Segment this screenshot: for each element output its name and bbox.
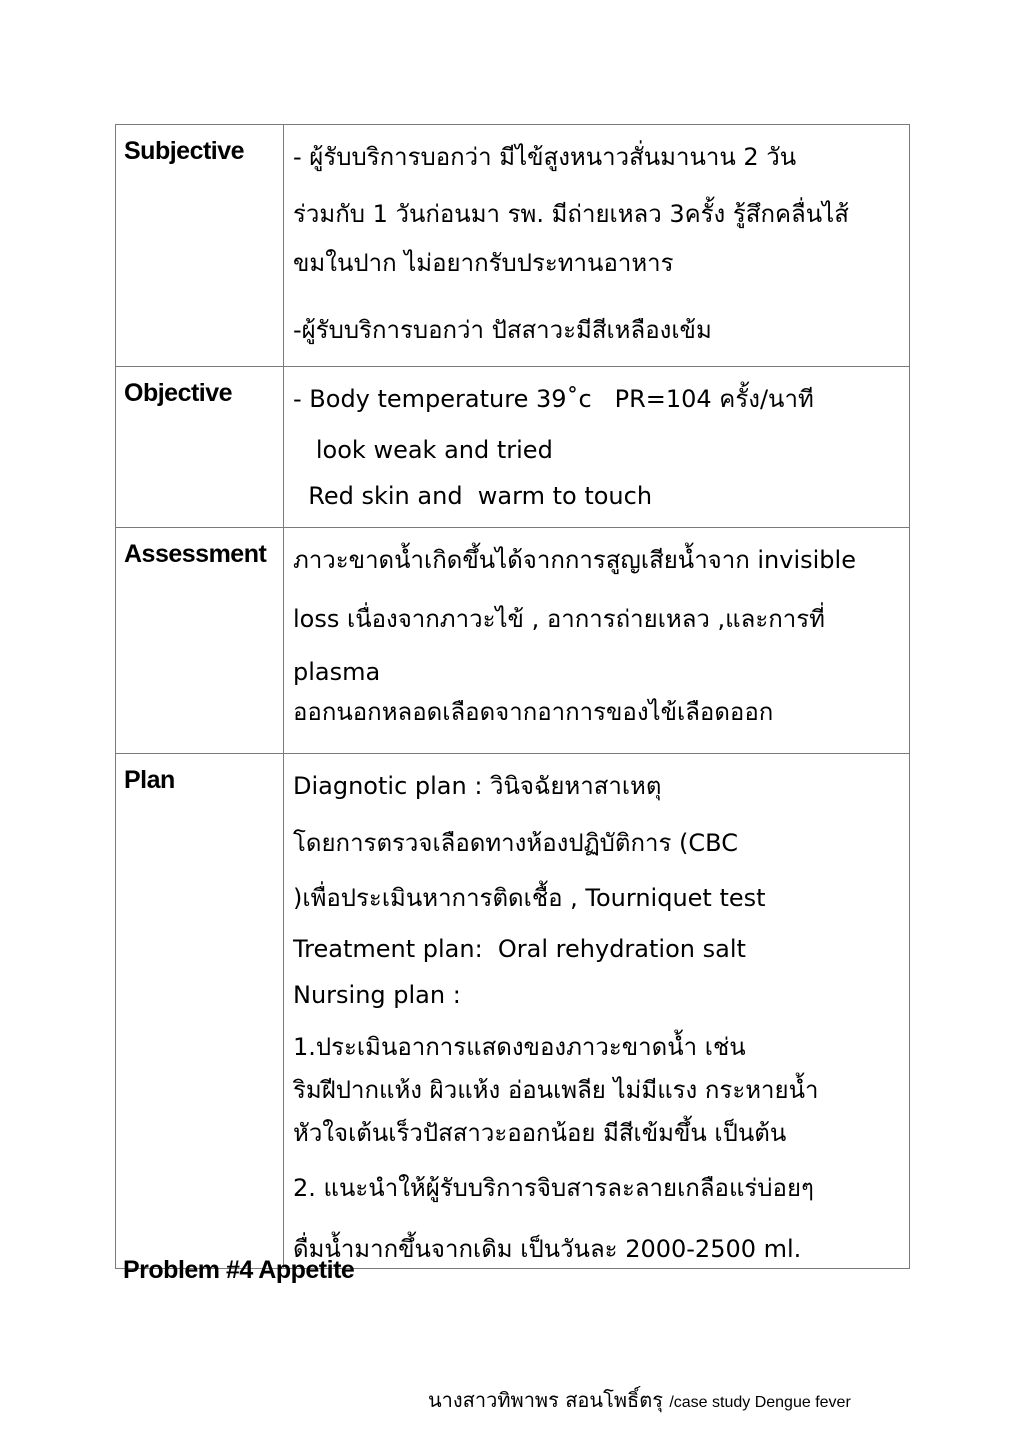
soap-table bbox=[115, 124, 910, 1269]
subjective-row bbox=[116, 125, 910, 367]
assessment-line: ออกนอกหลอดเลือดจากอาการของไข้เลือดออก bbox=[293, 698, 774, 726]
assessment-line: loss เนื่องจากภาวะไข้ , อาการถ่ายเหลว ,และการที่ bbox=[293, 605, 825, 633]
problem-title: Problem #4 Appetite bbox=[123, 1256, 355, 1284]
subjective-line: - ผู้รับบริการบอกว่า มีไข้สูงหนาวสั่นมานาน 2 วัน bbox=[293, 143, 797, 171]
subjective-label: Subjective bbox=[124, 137, 245, 165]
plan-line: Nursing plan : bbox=[293, 981, 461, 1009]
assessment-label-cell bbox=[116, 528, 284, 754]
plan-line: ดื่มน้ำมากขึ้นจากเดิม เป็นวันละ 2000-2500 ml. bbox=[293, 1235, 802, 1263]
plan-line: )เพื่อประเมินหาการติดเชื้อ , Tourniquet test bbox=[293, 884, 766, 912]
plan-line: โดยการตรวจเลือดทางห้องปฏิบัติการ (CBC bbox=[293, 829, 738, 857]
plan-line: Diagnotic plan : วินิจฉัยหาสาเหตุ bbox=[293, 772, 662, 800]
assessment-line: plasma bbox=[293, 658, 381, 686]
footer-author: นางสาวทิพาพร สอนโพธิ์ตรุ bbox=[428, 1388, 670, 1412]
subjective-content-cell bbox=[284, 125, 910, 367]
plan-row bbox=[116, 754, 910, 1269]
plan-line: ริมฝีปากแห้ง ผิวแห้ง อ่อนเพลีย ไม่มีแรง กระหายน้ำ bbox=[293, 1076, 819, 1104]
plan-line: Treatment plan: Oral rehydration salt bbox=[293, 935, 746, 963]
assessment-line: ภาวะขาดน้ำเกิดขึ้นได้จากการสูญเสียน้ำจาก invisible bbox=[293, 546, 856, 574]
objective-label-cell bbox=[116, 367, 284, 528]
subjective-line: -ผู้รับบริการบอกว่า ปัสสาวะมีสีเหลืองเข้ม bbox=[293, 316, 712, 344]
assessment-row bbox=[116, 528, 910, 754]
plan-label-cell bbox=[116, 754, 284, 1269]
objective-label: Objective bbox=[124, 379, 233, 407]
assessment-label: Assessment bbox=[124, 540, 267, 568]
subjective-line: ขมในปาก ไม่อยากรับประทานอาหาร bbox=[293, 249, 674, 277]
subjective-line: ร่วมกับ 1 วันก่อนมา รพ. มีถ่ายเหลว 3ครั้ง รู้สึกคลื่นไส้ bbox=[293, 200, 849, 228]
page-footer bbox=[428, 1384, 851, 1416]
plan-label: Plan bbox=[124, 766, 175, 794]
plan-line: 1.ประเมินอาการแสดงของภาวะขาดน้ำ เช่น bbox=[293, 1033, 746, 1061]
assessment-content-cell bbox=[284, 528, 910, 754]
footer-study: /case study Dengue fever bbox=[669, 1394, 851, 1411]
objective-line: - Body temperature 39˚c PR=104 ครั้ง/นาที bbox=[293, 385, 814, 413]
plan-content-cell bbox=[284, 754, 910, 1269]
objective-line: Red skin and warm to touch bbox=[293, 482, 653, 510]
plan-line: หัวใจเต้นเร็วปัสสาวะออกน้อย มีสีเข้มขึ้น เป็นต้น bbox=[293, 1119, 787, 1147]
subjective-label-cell bbox=[116, 125, 284, 367]
objective-line: look weak and tried bbox=[293, 436, 553, 464]
objective-content-cell bbox=[284, 367, 910, 528]
objective-row bbox=[116, 367, 910, 528]
plan-line: 2. แนะนำให้ผู้รับบริการจิบสารละลายเกลือแร่บ่อยๆ bbox=[293, 1174, 814, 1202]
